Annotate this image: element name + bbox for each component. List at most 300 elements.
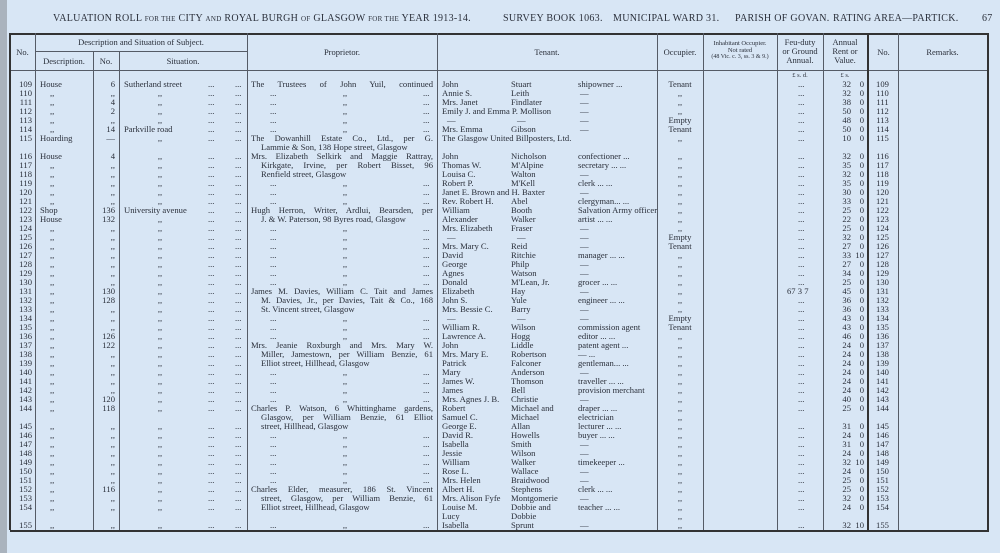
street-number: ,, <box>110 520 115 530</box>
description: ,, <box>50 358 55 368</box>
situation-leader-dots: ... <box>208 178 215 188</box>
feu-duty: ... <box>798 376 805 386</box>
situation-leader-dots: ... <box>208 367 215 377</box>
proprietor-ditto-dots: ... <box>423 439 430 449</box>
tenant-first-name: David R. <box>442 430 474 440</box>
feu-duty: ... <box>798 304 805 314</box>
rating-area: RATING AREA—PARTICK. <box>833 13 959 24</box>
tenant-first-name: Mrs. Elizabeth <box>442 223 493 233</box>
tenant-occupation: — ... <box>578 349 596 359</box>
row-number-right: 144 <box>876 403 889 413</box>
occupier: ,, <box>677 448 683 458</box>
tenant-first-name: Rose L. <box>442 466 469 476</box>
row-number-right: 109 <box>876 79 889 89</box>
rent-pounds: 27 <box>842 259 851 269</box>
situation: ,, <box>157 250 163 260</box>
proprietor: Hugh Herron, Writer, Ardlui, Bearsden, per <box>251 205 433 215</box>
situation: ,, <box>157 322 163 332</box>
situation-leader-dots: ... <box>208 430 215 440</box>
rent-shillings: 0 <box>859 88 864 98</box>
tenant-occupation: traveller ... ... <box>578 376 624 386</box>
tenant-first-name: Mrs. Janet <box>442 97 478 107</box>
situation-leader-dots: ... <box>208 187 215 197</box>
situation-leader-dots: ... <box>235 124 242 134</box>
street-number: ,, <box>110 160 115 170</box>
rent-pounds: 35 <box>842 178 851 188</box>
feu-duty: ... <box>798 160 805 170</box>
situation: Sutherland street <box>124 79 182 89</box>
situation-leader-dots: ... <box>235 331 242 341</box>
proprietor-ditto-dots: ... <box>423 232 430 242</box>
tenant-occupation: grocer ... ... <box>578 277 618 287</box>
tenant-occupation: — <box>580 520 589 530</box>
row-number: 126 <box>19 241 32 251</box>
tenant-surname: M'Alpine <box>511 160 544 170</box>
proprietor: ,, <box>342 268 348 278</box>
situation: ,, <box>157 259 163 269</box>
tenant-occupation: — <box>580 439 589 449</box>
situation-leader-dots: ... <box>208 493 215 503</box>
description: ,, <box>50 484 55 494</box>
tenant-surname: Michael and <box>511 403 554 413</box>
situation: ,, <box>157 286 163 296</box>
row-number: 142 <box>19 385 32 395</box>
street-number: 136 <box>102 205 115 215</box>
row-number-right: 132 <box>876 295 889 305</box>
description: ,, <box>50 178 55 188</box>
tenant-occupation: — <box>580 304 589 314</box>
rent-pounds: 32 <box>842 88 851 98</box>
proprietor-ditto-dots: ... <box>423 520 430 530</box>
feu-duty: ... <box>798 196 805 206</box>
situation-leader-dots: ... <box>235 115 242 125</box>
proprietor: Kirkgate, Irvine, per Robert Bisset, 96 <box>261 160 433 170</box>
tenant-surname: Wallace <box>511 466 539 476</box>
proprietor-ditto-dots: ... <box>270 367 277 377</box>
rent-shillings: 0 <box>859 187 864 197</box>
street-number: ,, <box>110 430 115 440</box>
situation-leader-dots: ... <box>235 178 242 188</box>
description: ,, <box>50 277 55 287</box>
row-number: 143 <box>19 394 32 404</box>
tenant-first-name: Elizabeth <box>442 286 475 296</box>
proprietor-ditto-dots: ... <box>270 187 277 197</box>
occupier: ,, <box>677 403 683 413</box>
description: ,, <box>50 376 55 386</box>
row-number: 120 <box>19 187 32 197</box>
proprietor-ditto-dots: ... <box>270 385 277 395</box>
rent-shillings: 0 <box>859 466 864 476</box>
situation-leader-dots: ... <box>235 187 242 197</box>
situation-leader-dots: ... <box>235 277 242 287</box>
proprietor-ditto-dots: ... <box>423 106 430 116</box>
row-number: 146 <box>19 430 32 440</box>
tenant-occupation: clergyman... ... <box>578 196 630 206</box>
tenant-first-name: Janet E. Brown and H. Baxter <box>442 187 545 197</box>
occupier: ,, <box>677 331 683 341</box>
situation-leader-dots: ... <box>235 97 242 107</box>
tenant-surname: Stephens <box>511 484 543 494</box>
tenant-occupation: — <box>580 169 589 179</box>
header-proprietor: Proprietor. <box>323 47 361 57</box>
tenant-first-name: Mrs. Helen <box>442 475 481 485</box>
feu-duty: ... <box>798 331 805 341</box>
feu-duty: ... <box>798 403 805 413</box>
description: ,, <box>50 430 55 440</box>
tenant-surname: Philp <box>511 259 530 269</box>
occupier: ,, <box>677 295 683 305</box>
feu-duty: ... <box>798 169 805 179</box>
row-number-right: 137 <box>876 340 889 350</box>
rent-shillings: 0 <box>859 232 864 242</box>
rent-shillings: 0 <box>859 358 864 368</box>
row-number-right: 117 <box>876 160 889 170</box>
proprietor-ditto-dots: ... <box>270 313 277 323</box>
tenant-first-name: Jessie <box>442 448 463 458</box>
situation-leader-dots: ... <box>208 232 215 242</box>
proprietor-ditto-dots: ... <box>270 448 277 458</box>
row-number-right: 114 <box>876 124 889 134</box>
situation: ,, <box>157 475 163 485</box>
title-part: GLASGOW <box>313 13 366 24</box>
occupier: ,, <box>677 259 683 269</box>
header-description-group: Description and Situation of Subject. <box>78 37 204 47</box>
tenant-occupation: — <box>580 475 589 485</box>
title-part: CITY <box>178 13 203 24</box>
tenant-first-name: James W. <box>442 376 475 386</box>
situation: ,, <box>157 223 163 233</box>
situation: ,, <box>157 340 163 350</box>
situation-leader-dots: ... <box>235 367 242 377</box>
feu-duty: ... <box>798 493 805 503</box>
occupier: ,, <box>677 502 683 512</box>
situation-leader-dots: ... <box>208 268 215 278</box>
row-number-right: 139 <box>876 358 889 368</box>
table-bottom-border <box>10 530 989 532</box>
rent-shillings: 0 <box>859 448 864 458</box>
rent-shillings: 0 <box>859 421 864 431</box>
tenant-first-name: James <box>442 385 464 395</box>
row-number-right: 111 <box>876 97 889 107</box>
row-number-right: 152 <box>876 484 889 494</box>
rent-pounds: 33 <box>842 250 851 260</box>
street-number: ,, <box>110 502 115 512</box>
row-number: 122 <box>19 205 32 215</box>
row-number: 114 <box>19 124 32 134</box>
occupier: Empty <box>668 313 692 323</box>
title-part: OF <box>300 15 311 23</box>
rent-shillings: 0 <box>859 403 864 413</box>
proprietor: ,, <box>342 187 348 197</box>
situation-leader-dots: ... <box>208 124 215 134</box>
proprietor: ,, <box>342 322 348 332</box>
street-number: ,, <box>110 250 115 260</box>
proprietor-ditto-dots: ... <box>423 241 430 251</box>
situation: ,, <box>157 133 163 143</box>
occupier: ,, <box>677 385 683 395</box>
proprietor-ditto-dots: ... <box>270 97 277 107</box>
proprietor-ditto-dots: ... <box>423 457 430 467</box>
description: ,, <box>50 187 55 197</box>
row-number-right: 154 <box>876 502 889 512</box>
row-number-right: 145 <box>876 421 889 431</box>
rent-shillings: 10 <box>855 520 864 530</box>
situation-leader-dots: ... <box>235 358 242 368</box>
rent-shillings: 0 <box>859 295 864 305</box>
row-number-right: 127 <box>876 250 889 260</box>
situation: ,, <box>157 502 163 512</box>
proprietor: James M. Davies, William C. Tait and James <box>251 286 433 296</box>
occupier: ,, <box>677 133 683 143</box>
description: House <box>40 214 62 224</box>
street-number: 116 <box>102 484 115 494</box>
municipal-ward: MUNICIPAL WARD 31. <box>613 13 720 24</box>
tenant-occupation: — <box>580 313 589 323</box>
tenant-occupation: electrician <box>578 412 614 422</box>
proprietor-ditto-dots: ... <box>270 124 277 134</box>
tenant-occupation: engineer ... ... <box>578 295 625 305</box>
header-line: or Ground <box>782 46 818 56</box>
proprietor: Mrs. Elizabeth Selkirk and Maggie Rattray, <box>251 151 433 161</box>
proprietor-ditto-dots: ... <box>423 223 430 233</box>
tenant-surname: Wilson <box>511 448 536 458</box>
tenant-first-name: Robert P. <box>442 178 474 188</box>
tenant-first-name: William <box>442 457 470 467</box>
proprietor: ,, <box>342 457 348 467</box>
rent-shillings: 0 <box>859 97 864 107</box>
proprietor-ditto-dots: ... <box>270 223 277 233</box>
tenant-first-name: Agnes <box>442 268 464 278</box>
rent-shillings: 0 <box>859 502 864 512</box>
rent-shillings: 0 <box>859 259 864 269</box>
situation-leader-dots: ... <box>208 97 215 107</box>
row-number-right: 116 <box>876 151 889 161</box>
tenant-occupation: confectioner ... <box>578 151 630 161</box>
situation-leader-dots: ... <box>235 196 242 206</box>
situation-leader-dots: ... <box>235 79 242 89</box>
street-number: ,, <box>110 421 115 431</box>
situation-leader-dots: ... <box>235 313 242 323</box>
proprietor-ditto-dots: ... <box>423 475 430 485</box>
situation: ,, <box>157 151 163 161</box>
feu-duty: ... <box>798 394 805 404</box>
rent-pounds: 10 <box>842 133 851 143</box>
rent-shillings: 0 <box>859 205 864 215</box>
street-number: ,, <box>110 358 115 368</box>
situation-leader-dots: ... <box>208 313 215 323</box>
row-number: 115 <box>19 133 32 143</box>
rent-shillings: 0 <box>859 394 864 404</box>
rent-pounds: 32 <box>842 493 851 503</box>
tenant-occupation: editor ... ... <box>578 331 616 341</box>
situation-leader-dots: ... <box>235 259 242 269</box>
feu-duty: ... <box>798 205 805 215</box>
occupier: ,, <box>677 169 683 179</box>
tenant-surname: Anderson <box>511 367 545 377</box>
proprietor: ,, <box>342 385 348 395</box>
street-number: 2 <box>110 106 115 116</box>
rent-shillings: 0 <box>859 430 864 440</box>
tenant-surname: Gibson <box>511 124 536 134</box>
row-number-right: 113 <box>876 115 889 125</box>
row-number: 148 <box>19 448 32 458</box>
situation-leader-dots: ... <box>208 277 215 287</box>
description: ,, <box>50 241 55 251</box>
situation-leader-dots: ... <box>208 457 215 467</box>
proprietor: ,, <box>342 178 348 188</box>
rent-pounds: 33 <box>842 196 851 206</box>
proprietor-ditto-dots: ... <box>270 394 277 404</box>
rent-shillings: 0 <box>859 322 864 332</box>
proprietor: Charles P. Watson, 6 Whittinghame gardens, <box>251 403 433 413</box>
row-number: 135 <box>19 322 32 332</box>
situation-leader-dots: ... <box>235 205 242 215</box>
description: ,, <box>50 331 55 341</box>
situation: ,, <box>157 160 163 170</box>
header-description: Description. <box>43 56 85 66</box>
occupier: Empty <box>668 232 692 242</box>
tenant-first-name: John <box>442 79 459 89</box>
situation: ,, <box>157 97 163 107</box>
description: ,, <box>50 340 55 350</box>
rent-pounds: 32 <box>842 151 851 161</box>
proprietor: Elliot street, Hillhead, Glasgow <box>261 502 370 512</box>
rent-pounds: 22 <box>842 214 851 224</box>
row-number-right: 148 <box>876 448 889 458</box>
occupier: ,, <box>677 484 683 494</box>
row-number-right: 143 <box>876 394 889 404</box>
proprietor-ditto-dots: ... <box>270 241 277 251</box>
situation-leader-dots: ... <box>235 502 242 512</box>
tenant-occupation: Salvation Army officer <box>578 205 658 215</box>
street-number: ,, <box>110 169 115 179</box>
tenant-first-name: Mrs. Alison Fyfe <box>442 493 501 503</box>
street-number: ,, <box>110 196 115 206</box>
proprietor: ,, <box>342 115 348 125</box>
occupier: ,, <box>677 97 683 107</box>
rent-pounds: 35 <box>842 160 851 170</box>
proprietor-ditto-dots: ... <box>423 268 430 278</box>
proprietor: Charles Elder, measurer, 186 St. Vincent <box>251 484 433 494</box>
situation-leader-dots: ... <box>208 358 215 368</box>
row-number-right: 141 <box>876 376 889 386</box>
rent-shillings: 0 <box>859 124 864 134</box>
description: ,, <box>50 520 55 530</box>
feu-duty: ... <box>798 178 805 188</box>
tenant-occupation: — <box>580 187 589 197</box>
situation-leader-dots: ... <box>235 223 242 233</box>
street-number: ,, <box>110 439 115 449</box>
rent-shillings: 0 <box>859 79 864 89</box>
street-number: 6 <box>110 79 115 89</box>
row-number: 128 <box>19 259 32 269</box>
situation-leader-dots: ... <box>208 403 215 413</box>
situation-leader-dots: ... <box>208 115 215 125</box>
situation: ,, <box>157 484 163 494</box>
description: Hoarding <box>40 133 73 143</box>
rent-pounds: 50 <box>842 124 851 134</box>
rent-pounds: 32 <box>842 79 851 89</box>
description: ,, <box>50 439 55 449</box>
street-number: ,, <box>110 304 115 314</box>
proprietor-ditto-dots: ... <box>423 448 430 458</box>
proprietor-ditto-dots: ... <box>423 313 430 323</box>
row-number-right: 147 <box>876 439 889 449</box>
proprietor: St. Vincent street, Glasgow <box>261 304 355 314</box>
feu-duty: ... <box>798 430 805 440</box>
row-number-right: 120 <box>876 187 889 197</box>
description: ,, <box>50 457 55 467</box>
proprietor-ditto-dots: ... <box>270 250 277 260</box>
situation: ,, <box>157 493 163 503</box>
proprietor-ditto-dots: ... <box>270 106 277 116</box>
tenant-first-name: Isabella <box>442 439 469 449</box>
rent-shillings: 0 <box>859 196 864 206</box>
tenant-first-name: Annie S. <box>442 88 473 98</box>
proprietor: The Trustees of John Yuil, continued <box>251 79 433 89</box>
occupier: ,, <box>677 277 683 287</box>
situation-leader-dots: ... <box>208 448 215 458</box>
situation: University avenue <box>124 205 187 215</box>
tenant-first-name: Rev. Robert H. <box>442 196 494 206</box>
tenant-first-name: Mrs. Mary C. <box>442 241 489 251</box>
feu-duty: ... <box>798 97 805 107</box>
rent-pounds: 24 <box>842 430 851 440</box>
tenant-occupation: — <box>580 115 589 125</box>
situation-leader-dots: ... <box>235 295 242 305</box>
header-annual-rent <box>823 38 867 65</box>
feu-duty: ... <box>798 250 805 260</box>
situation: ,, <box>157 178 163 188</box>
row-number-right: 151 <box>876 475 889 485</box>
situation-leader-dots: ... <box>235 133 242 143</box>
tenant-first-name: John S. <box>442 295 468 305</box>
title-part: VALUATION ROLL <box>53 13 142 24</box>
street-number: ,, <box>110 376 115 386</box>
feu-duty: ... <box>798 448 805 458</box>
tenant-occupation: — <box>580 124 589 134</box>
street-number: ,, <box>110 241 115 251</box>
situation-leader-dots: ... <box>208 466 215 476</box>
street-number: ,, <box>110 367 115 377</box>
situation-leader-dots: ... <box>208 439 215 449</box>
header-line: Not rated <box>727 47 753 54</box>
rent-pounds: 25 <box>842 403 851 413</box>
row-number: 134 <box>19 313 32 323</box>
tenant-occupation: patent agent ... <box>578 340 629 350</box>
occupier: ,, <box>677 286 683 296</box>
tenant-surname: Allan <box>511 421 531 431</box>
situation-leader-dots: ... <box>235 268 242 278</box>
rent-shillings: 0 <box>859 313 864 323</box>
header-line: Annual <box>832 37 858 47</box>
situation-leader-dots: ... <box>235 457 242 467</box>
feu-duty: ... <box>798 295 805 305</box>
situation-leader-dots: ... <box>235 466 242 476</box>
situation-leader-dots: ... <box>208 196 215 206</box>
proprietor-ditto-dots: ... <box>423 259 430 269</box>
row-number-right: 118 <box>876 169 889 179</box>
rent-shillings: 0 <box>859 439 864 449</box>
rent-pounds: 34 <box>842 268 851 278</box>
situation-leader-dots: ... <box>208 88 215 98</box>
header-occupier: Occupier. <box>663 47 697 57</box>
occupier: ,, <box>677 349 683 359</box>
rent-pounds: 45 <box>842 286 851 296</box>
feu-duty: ... <box>798 439 805 449</box>
street-number: 4 <box>110 97 115 107</box>
row-number: 141 <box>19 376 32 386</box>
